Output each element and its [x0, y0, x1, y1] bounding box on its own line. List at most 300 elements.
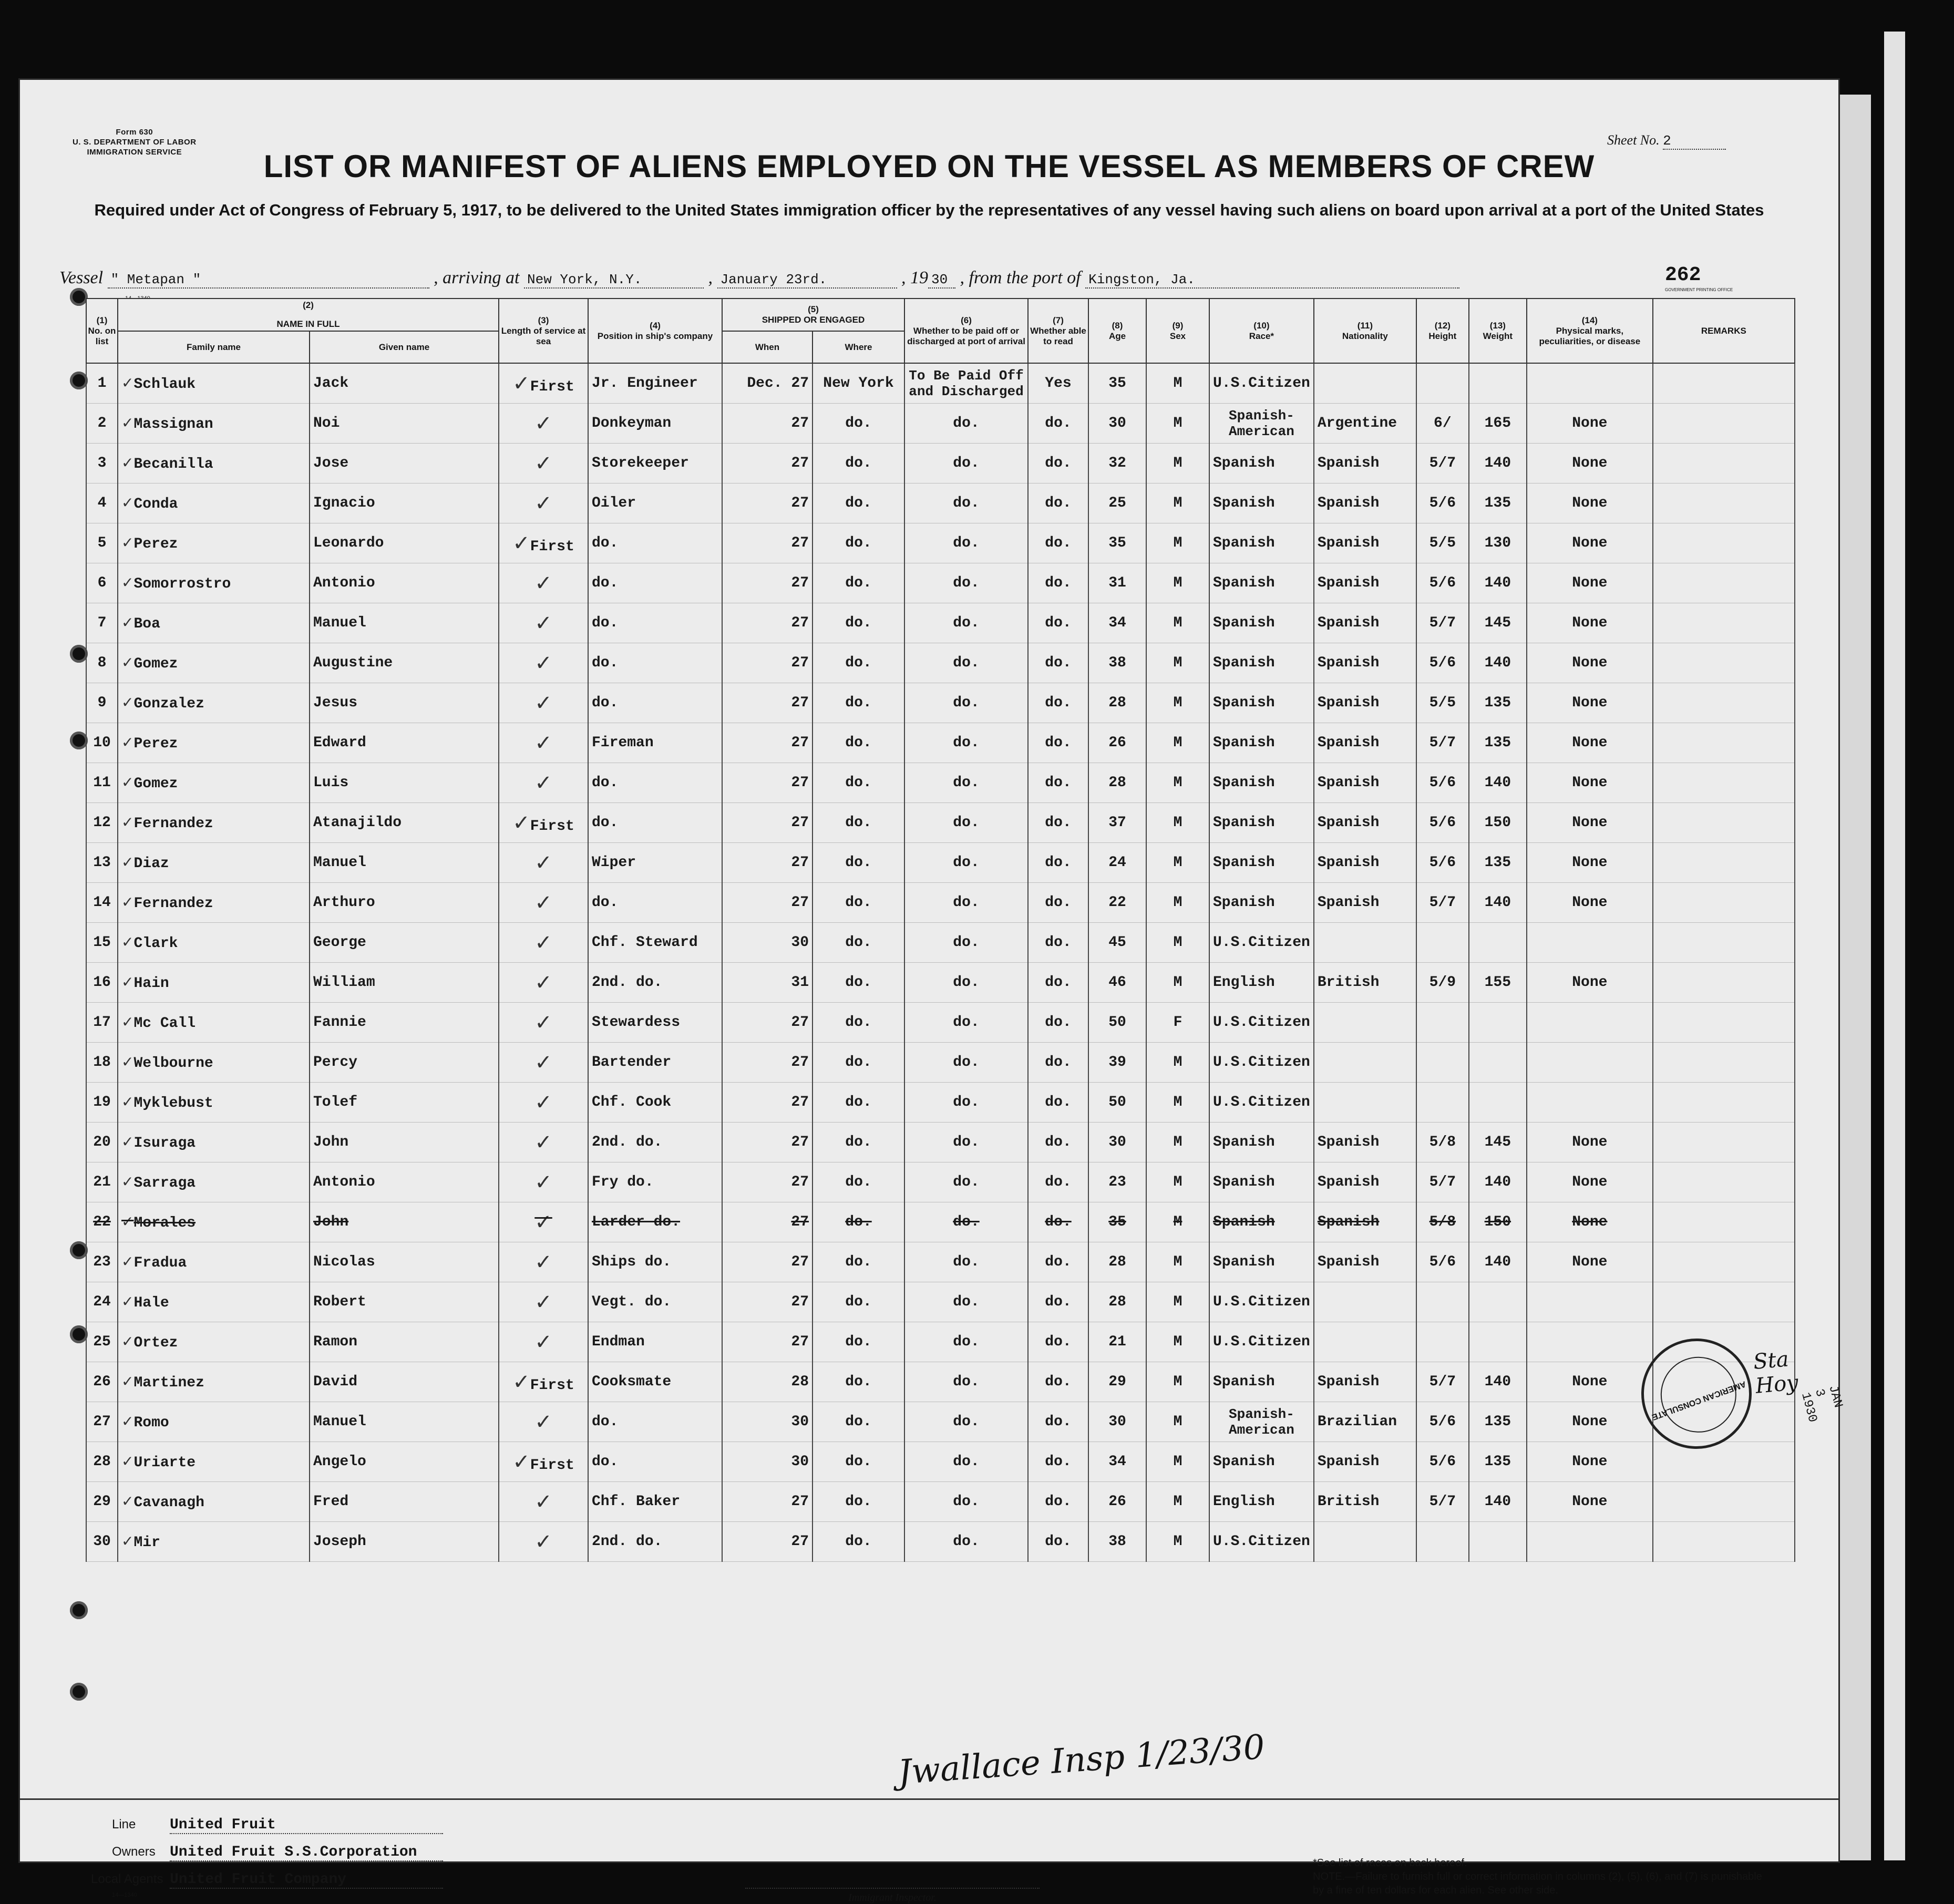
table-row: [86, 363, 1795, 404]
stacked-page-edge: [1884, 32, 1905, 1860]
cell-remarks: [1653, 1522, 1795, 1562]
cell-no-text: 19: [93, 1094, 111, 1110]
col-header-sex: (9) Sex: [1146, 299, 1209, 363]
cell-marks: [1527, 1242, 1653, 1282]
cell-height-text: 5/7: [1429, 455, 1456, 471]
cell-read: [1028, 843, 1088, 883]
page-subtitle: Required under Act of Congress of February 5, 1917, to be delivered to the United States immigration officer by the representatives of any vessel having such aliens on board upon arrival at a port of the United States: [94, 201, 1764, 219]
cell-nationality: [1314, 444, 1416, 483]
check-mark-icon: ✓: [121, 1173, 134, 1190]
cell-nationality-text: Spanish: [1317, 1174, 1380, 1190]
cell-position: [588, 1003, 722, 1043]
cell-race-text: Spanish-American: [1229, 407, 1294, 439]
cell-read-text: do.: [1045, 1214, 1072, 1230]
check-mark-icon: ✓: [512, 531, 530, 555]
cell-remarks: [1653, 683, 1795, 723]
cell-nationality: [1314, 723, 1416, 763]
cell-nationality-text: Spanish: [1317, 775, 1380, 791]
cell-where-text: do.: [845, 1494, 872, 1510]
cell-read-text: do.: [1045, 1094, 1072, 1110]
cell-read-text: Yes: [1045, 375, 1072, 392]
cell-weight: [1469, 1043, 1527, 1083]
footer-divider: [20, 1798, 1838, 1800]
cell-where-text: do.: [845, 974, 872, 991]
cell-race: [1209, 603, 1314, 643]
cell-age-text: 50: [1108, 1014, 1126, 1031]
cell-given-name-text: George: [313, 934, 366, 951]
cell-sex: [1146, 1322, 1209, 1362]
cell-no-text: 14: [93, 894, 111, 911]
cell-weight-text: 150: [1484, 1214, 1511, 1230]
crew-rows: [86, 363, 1795, 1562]
cell-weight: [1469, 1442, 1527, 1482]
cell-sex-text: M: [1173, 1454, 1182, 1470]
cell-position: [588, 1522, 722, 1562]
cell-read-text: do.: [1045, 1374, 1072, 1390]
cell-where: [813, 1282, 904, 1322]
cell-nationality: [1314, 1083, 1416, 1123]
cell-read-text: do.: [1045, 894, 1072, 911]
cell-nationality: [1314, 1242, 1416, 1282]
cell-remarks: [1653, 404, 1795, 444]
check-mark-icon: ✓: [534, 770, 552, 795]
cell-remarks: [1653, 1003, 1795, 1043]
cell-paid-off: [904, 1043, 1028, 1083]
check-mark-icon: ✓: [534, 571, 552, 595]
cell-read-text: do.: [1045, 815, 1072, 831]
cell-race: [1209, 1003, 1314, 1043]
cell-marks-text: None: [1572, 855, 1608, 871]
cell-read-text: do.: [1045, 655, 1072, 671]
cell-paid-off-text: do.: [953, 1094, 980, 1110]
cell-remarks: [1653, 883, 1795, 923]
cell-service: [499, 1083, 588, 1123]
cell-family-name-text: Martinez: [133, 1375, 204, 1391]
cell-read: [1028, 363, 1088, 404]
cell-height: [1416, 603, 1469, 643]
cell-read: [1028, 404, 1088, 444]
cell-marks: [1527, 683, 1653, 723]
check-mark-icon: ✓: [534, 1290, 552, 1314]
cell-position: [588, 1123, 722, 1162]
cell-race: [1209, 1482, 1314, 1522]
cell-no-text: 29: [93, 1494, 111, 1510]
cell-age: [1088, 1362, 1146, 1402]
cell-race-text: Spanish: [1213, 615, 1275, 631]
cell-where-text: do.: [845, 615, 872, 631]
cell-marks: [1527, 483, 1653, 523]
cell-paid-off-text: do.: [953, 1054, 980, 1071]
cell-family-name-text: Romo: [133, 1415, 169, 1431]
cell-family-name-text: Gomez: [133, 656, 178, 672]
printing-office-mark: GOVERNMENT PRINTING OFFICE: [1665, 287, 1733, 292]
binder-hole: [70, 1241, 88, 1259]
cell-paid-off: [904, 1402, 1028, 1442]
col-header-given-name: Given name: [310, 331, 499, 363]
cell-remarks: [1653, 963, 1795, 1003]
cell-given-name: [310, 963, 499, 1003]
cell-weight: [1469, 1402, 1527, 1442]
cell-nationality: [1314, 603, 1416, 643]
cell-height: [1416, 363, 1469, 404]
cell-position: [588, 923, 722, 963]
cell-marks: [1527, 603, 1653, 643]
cell-no: [86, 1242, 118, 1282]
cell-age-text: 46: [1108, 974, 1126, 991]
cell-height-text: 5/8: [1429, 1134, 1456, 1150]
binder-hole: [70, 1601, 88, 1619]
cell-read: [1028, 1282, 1088, 1322]
cell-sex: [1146, 1162, 1209, 1202]
check-mark-icon: ✓: [121, 454, 134, 471]
cell-paid-off-text: do.: [953, 815, 980, 831]
cell-position-text: Wiper: [592, 855, 636, 871]
cell-family-name: [118, 1282, 310, 1322]
cell-remarks: [1653, 1482, 1795, 1522]
cell-sex: [1146, 923, 1209, 963]
cell-paid-off: [904, 683, 1028, 723]
cell-marks-text: None: [1572, 575, 1608, 591]
cell-sex-text: M: [1173, 1134, 1182, 1150]
cell-family-name: [118, 723, 310, 763]
cell-no-text: 7: [97, 615, 107, 631]
cell-paid-off: [904, 763, 1028, 803]
cell-no: [86, 1003, 118, 1043]
cell-where-text: do.: [845, 1414, 872, 1430]
check-mark-icon: ✓: [121, 774, 134, 791]
cell-height-text: 6/: [1434, 415, 1452, 431]
manifest-sheet: [20, 80, 1845, 1903]
cell-when: [722, 1242, 813, 1282]
cell-remarks: [1653, 603, 1795, 643]
cell-where-text: do.: [845, 495, 872, 511]
cell-given-name-text: Jesus: [313, 695, 358, 711]
check-mark-icon: ✓: [121, 534, 134, 551]
cell-race-text: Spanish: [1213, 1134, 1275, 1150]
cell-given-name: [310, 1242, 499, 1282]
cell-race-text: U.S.Citizen: [1213, 934, 1310, 951]
col-header-when: When: [722, 331, 813, 363]
cell-when-text: Dec. 27: [747, 375, 809, 392]
cell-marks: [1527, 444, 1653, 483]
cell-given-name: [310, 1123, 499, 1162]
cell-race: [1209, 563, 1314, 603]
cell-age-text: 39: [1108, 1054, 1126, 1071]
cell-race-text: Spanish: [1213, 815, 1275, 831]
cell-marks: [1527, 1043, 1653, 1083]
cell-family-name: [118, 523, 310, 563]
cell-when: [722, 563, 813, 603]
cell-height: [1416, 1123, 1469, 1162]
cell-race-text: U.S.Citizen: [1213, 1334, 1310, 1350]
cell-height-text: 5/6: [1429, 655, 1456, 671]
cell-where: [813, 683, 904, 723]
cell-remarks: [1653, 483, 1795, 523]
crew-table: [86, 298, 1795, 1562]
cell-race-text: U.S.Citizen: [1213, 1294, 1310, 1310]
cell-sex: [1146, 883, 1209, 923]
cell-race-text: Spanish: [1213, 1254, 1275, 1270]
cell-marks: [1527, 1083, 1653, 1123]
cell-race: [1209, 1083, 1314, 1123]
cell-given-name-text: David: [313, 1374, 358, 1390]
cell-height: [1416, 843, 1469, 883]
cell-paid-off-text: do.: [953, 1414, 980, 1430]
cell-height-text: 5/7: [1429, 735, 1456, 751]
cell-sex: [1146, 843, 1209, 883]
cell-where-text: do.: [845, 655, 872, 671]
cell-sex: [1146, 1442, 1209, 1482]
table-row: [86, 1522, 1795, 1562]
cell-height-text: 5/6: [1429, 575, 1456, 591]
cell-given-name: [310, 523, 499, 563]
check-mark-icon: ✓: [121, 1293, 134, 1310]
cell-where-text: do.: [845, 1334, 872, 1350]
cell-race: [1209, 643, 1314, 683]
cell-race: [1209, 444, 1314, 483]
table-row: [86, 763, 1795, 803]
cell-position: [588, 563, 722, 603]
footer-agents: [91, 1871, 443, 1889]
cell-no: [86, 1202, 118, 1242]
cell-weight-text: 145: [1484, 615, 1511, 631]
cell-age-text: 22: [1108, 894, 1126, 911]
cell-nationality-text: Spanish: [1317, 655, 1380, 671]
cell-no-text: 25: [93, 1334, 111, 1350]
table-row: [86, 444, 1795, 483]
check-mark-icon: ✓: [534, 1010, 552, 1035]
cell-remarks: [1653, 1202, 1795, 1242]
cell-paid-off: [904, 1442, 1028, 1482]
cell-nationality: [1314, 763, 1416, 803]
cell-nationality: [1314, 1362, 1416, 1402]
check-mark-icon: ✓: [534, 491, 552, 516]
cell-service: [499, 963, 588, 1003]
cell-sex-text: M: [1173, 535, 1182, 551]
cell-paid-off: [904, 1003, 1028, 1043]
cell-where-text: do.: [845, 1174, 872, 1190]
cell-given-name: [310, 763, 499, 803]
cell-nationality: [1314, 363, 1416, 404]
cell-service-text: First: [530, 818, 574, 835]
cell-height: [1416, 444, 1469, 483]
cell-paid-off: [904, 803, 1028, 843]
check-mark-icon: ✓: [534, 1050, 552, 1075]
cell-nationality: [1314, 923, 1416, 963]
cell-when-text: 27: [791, 655, 809, 671]
cell-height-text: 5/7: [1429, 615, 1456, 631]
cell-read-text: do.: [1045, 1294, 1072, 1310]
cell-given-name: [310, 1202, 499, 1242]
cell-age-text: 28: [1108, 1254, 1126, 1270]
cell-no: [86, 363, 118, 404]
cell-marks-text: None: [1572, 1214, 1608, 1230]
cell-age: [1088, 603, 1146, 643]
cell-weight: [1469, 643, 1527, 683]
cell-given-name: [310, 1282, 499, 1322]
cell-where: [813, 723, 904, 763]
check-mark-icon: ✓: [534, 611, 552, 635]
cell-age-text: 25: [1108, 495, 1126, 511]
cell-nationality-text: Spanish: [1317, 735, 1380, 751]
cell-family-name: [118, 763, 310, 803]
cell-service: [499, 444, 588, 483]
cell-paid-off-text: do.: [953, 615, 980, 631]
cell-race-text: Spanish: [1213, 535, 1275, 551]
col-header-position: (4) Position in ship's company: [588, 299, 722, 363]
cell-when: [722, 1442, 813, 1482]
cell-height: [1416, 523, 1469, 563]
check-mark-icon: ✓: [121, 734, 134, 751]
cell-sex-text: M: [1173, 495, 1182, 511]
vessel-label: Vessel: [59, 268, 104, 287]
cell-height: [1416, 683, 1469, 723]
cell-position-text: Bartender: [592, 1054, 672, 1071]
cell-height: [1416, 404, 1469, 444]
cell-nationality: [1314, 1202, 1416, 1242]
cell-marks: [1527, 643, 1653, 683]
table-row: [86, 483, 1795, 523]
cell-nationality-text: British: [1317, 974, 1380, 991]
footer-form-code: 14—1340: [112, 1892, 137, 1898]
binder-hole: [70, 288, 88, 306]
cell-position: [588, 643, 722, 683]
cell-weight: [1469, 923, 1527, 963]
check-mark-icon: ✓: [534, 1090, 552, 1115]
cell-marks: [1527, 803, 1653, 843]
cell-marks-text: None: [1572, 615, 1608, 631]
cell-given-name: [310, 1482, 499, 1522]
cell-no: [86, 523, 118, 563]
cell-no: [86, 563, 118, 603]
check-mark-icon: ✓: [534, 930, 552, 955]
cell-age-text: 29: [1108, 1374, 1126, 1390]
cell-marks: [1527, 1322, 1653, 1362]
cell-age: [1088, 843, 1146, 883]
cell-sex: [1146, 1003, 1209, 1043]
cell-marks-text: None: [1572, 495, 1608, 511]
cell-position: [588, 1482, 722, 1522]
cell-sex: [1146, 723, 1209, 763]
cell-marks: [1527, 1123, 1653, 1162]
cell-height: [1416, 643, 1469, 683]
cell-height: [1416, 763, 1469, 803]
cell-nationality: [1314, 803, 1416, 843]
cell-no-text: 3: [97, 455, 107, 471]
cell-paid-off: [904, 483, 1028, 523]
cell-sex-text: M: [1173, 815, 1182, 831]
cell-read-text: do.: [1045, 1454, 1072, 1470]
table-row: [86, 1123, 1795, 1162]
inspector-signature-line: Immigrant Inspector.: [745, 1888, 1040, 1904]
cell-read-text: do.: [1045, 974, 1072, 991]
cell-position: [588, 883, 722, 923]
check-mark-icon: ✓: [512, 371, 530, 396]
cell-paid-off-text: do.: [953, 455, 980, 471]
cell-given-name-text: Nicolas: [313, 1254, 375, 1270]
agents-value: United Fruit Company: [170, 1871, 443, 1889]
cell-when-text: 30: [791, 1414, 809, 1430]
cell-age-text: 26: [1108, 735, 1126, 751]
cell-sex: [1146, 563, 1209, 603]
col-header-read: (7) Whether able to read: [1028, 299, 1088, 363]
cell-when: [722, 1162, 813, 1202]
cell-age-text: 28: [1108, 1294, 1126, 1310]
inspector-signature: Jwallace Insp 1/23/30: [897, 1727, 1266, 1793]
cell-no-text: 11: [93, 775, 111, 791]
cell-marks: [1527, 1162, 1653, 1202]
cell-no: [86, 1442, 118, 1482]
cell-sex-text: M: [1173, 775, 1182, 791]
cell-given-name: [310, 444, 499, 483]
cell-nationality-text: Argentine: [1317, 415, 1397, 431]
cell-no-text: 30: [93, 1534, 111, 1550]
check-mark-icon: ✓: [121, 414, 134, 431]
cell-age: [1088, 1162, 1146, 1202]
check-mark-icon: ✓: [121, 1333, 134, 1350]
col-header-no: (1) No. on list: [86, 299, 118, 363]
cell-when-text: 30: [791, 934, 809, 951]
check-mark-icon: ✓: [121, 933, 134, 951]
cell-family-name-text: Welbourne: [133, 1055, 213, 1072]
cell-service: [499, 363, 588, 404]
cell-read: [1028, 883, 1088, 923]
cell-no: [86, 883, 118, 923]
cell-weight-text: 135: [1484, 735, 1511, 751]
cell-read: [1028, 643, 1088, 683]
cell-when: [722, 963, 813, 1003]
cell-given-name-text: Manuel: [313, 615, 366, 631]
cell-when-text: 27: [791, 1534, 809, 1550]
cell-family-name: [118, 1322, 310, 1362]
check-mark-icon: ✓: [121, 1253, 134, 1270]
arrival-year: 30: [928, 272, 955, 289]
cell-position: [588, 843, 722, 883]
cell-age: [1088, 643, 1146, 683]
cell-no: [86, 404, 118, 444]
cell-nationality-text: Spanish: [1317, 1254, 1380, 1270]
service-name: IMMIGRATION SERVICE: [87, 148, 182, 157]
cell-race-text: Spanish: [1213, 1374, 1275, 1390]
check-mark-icon: ✓: [121, 374, 134, 392]
stacked-page-edge: [1839, 95, 1871, 1860]
cell-read: [1028, 963, 1088, 1003]
table-row: [86, 523, 1795, 563]
cell-paid-off: [904, 883, 1028, 923]
cell-where: [813, 1362, 904, 1402]
cell-no-text: 26: [93, 1374, 111, 1390]
cell-nationality-text: Spanish: [1317, 535, 1380, 551]
cell-nationality: [1314, 1043, 1416, 1083]
cell-sex-text: F: [1173, 1014, 1182, 1031]
cell-race-text: Spanish: [1213, 1214, 1275, 1230]
cell-where: [813, 1322, 904, 1362]
cell-read: [1028, 1482, 1088, 1522]
cell-marks-text: None: [1572, 1454, 1608, 1470]
cell-weight-text: 140: [1484, 894, 1511, 911]
footer-line: [112, 1817, 443, 1834]
cell-marks: [1527, 563, 1653, 603]
cell-height-text: 5/6: [1429, 1454, 1456, 1470]
cell-read: [1028, 1522, 1088, 1562]
cell-height-text: 5/9: [1429, 974, 1456, 991]
manifest-number: 262: [1665, 264, 1701, 286]
check-mark-icon: ✓: [534, 730, 552, 755]
cell-paid-off-text: do.: [953, 495, 980, 511]
cell-age: [1088, 1123, 1146, 1162]
cell-age: [1088, 1442, 1146, 1482]
cell-height: [1416, 1362, 1469, 1402]
